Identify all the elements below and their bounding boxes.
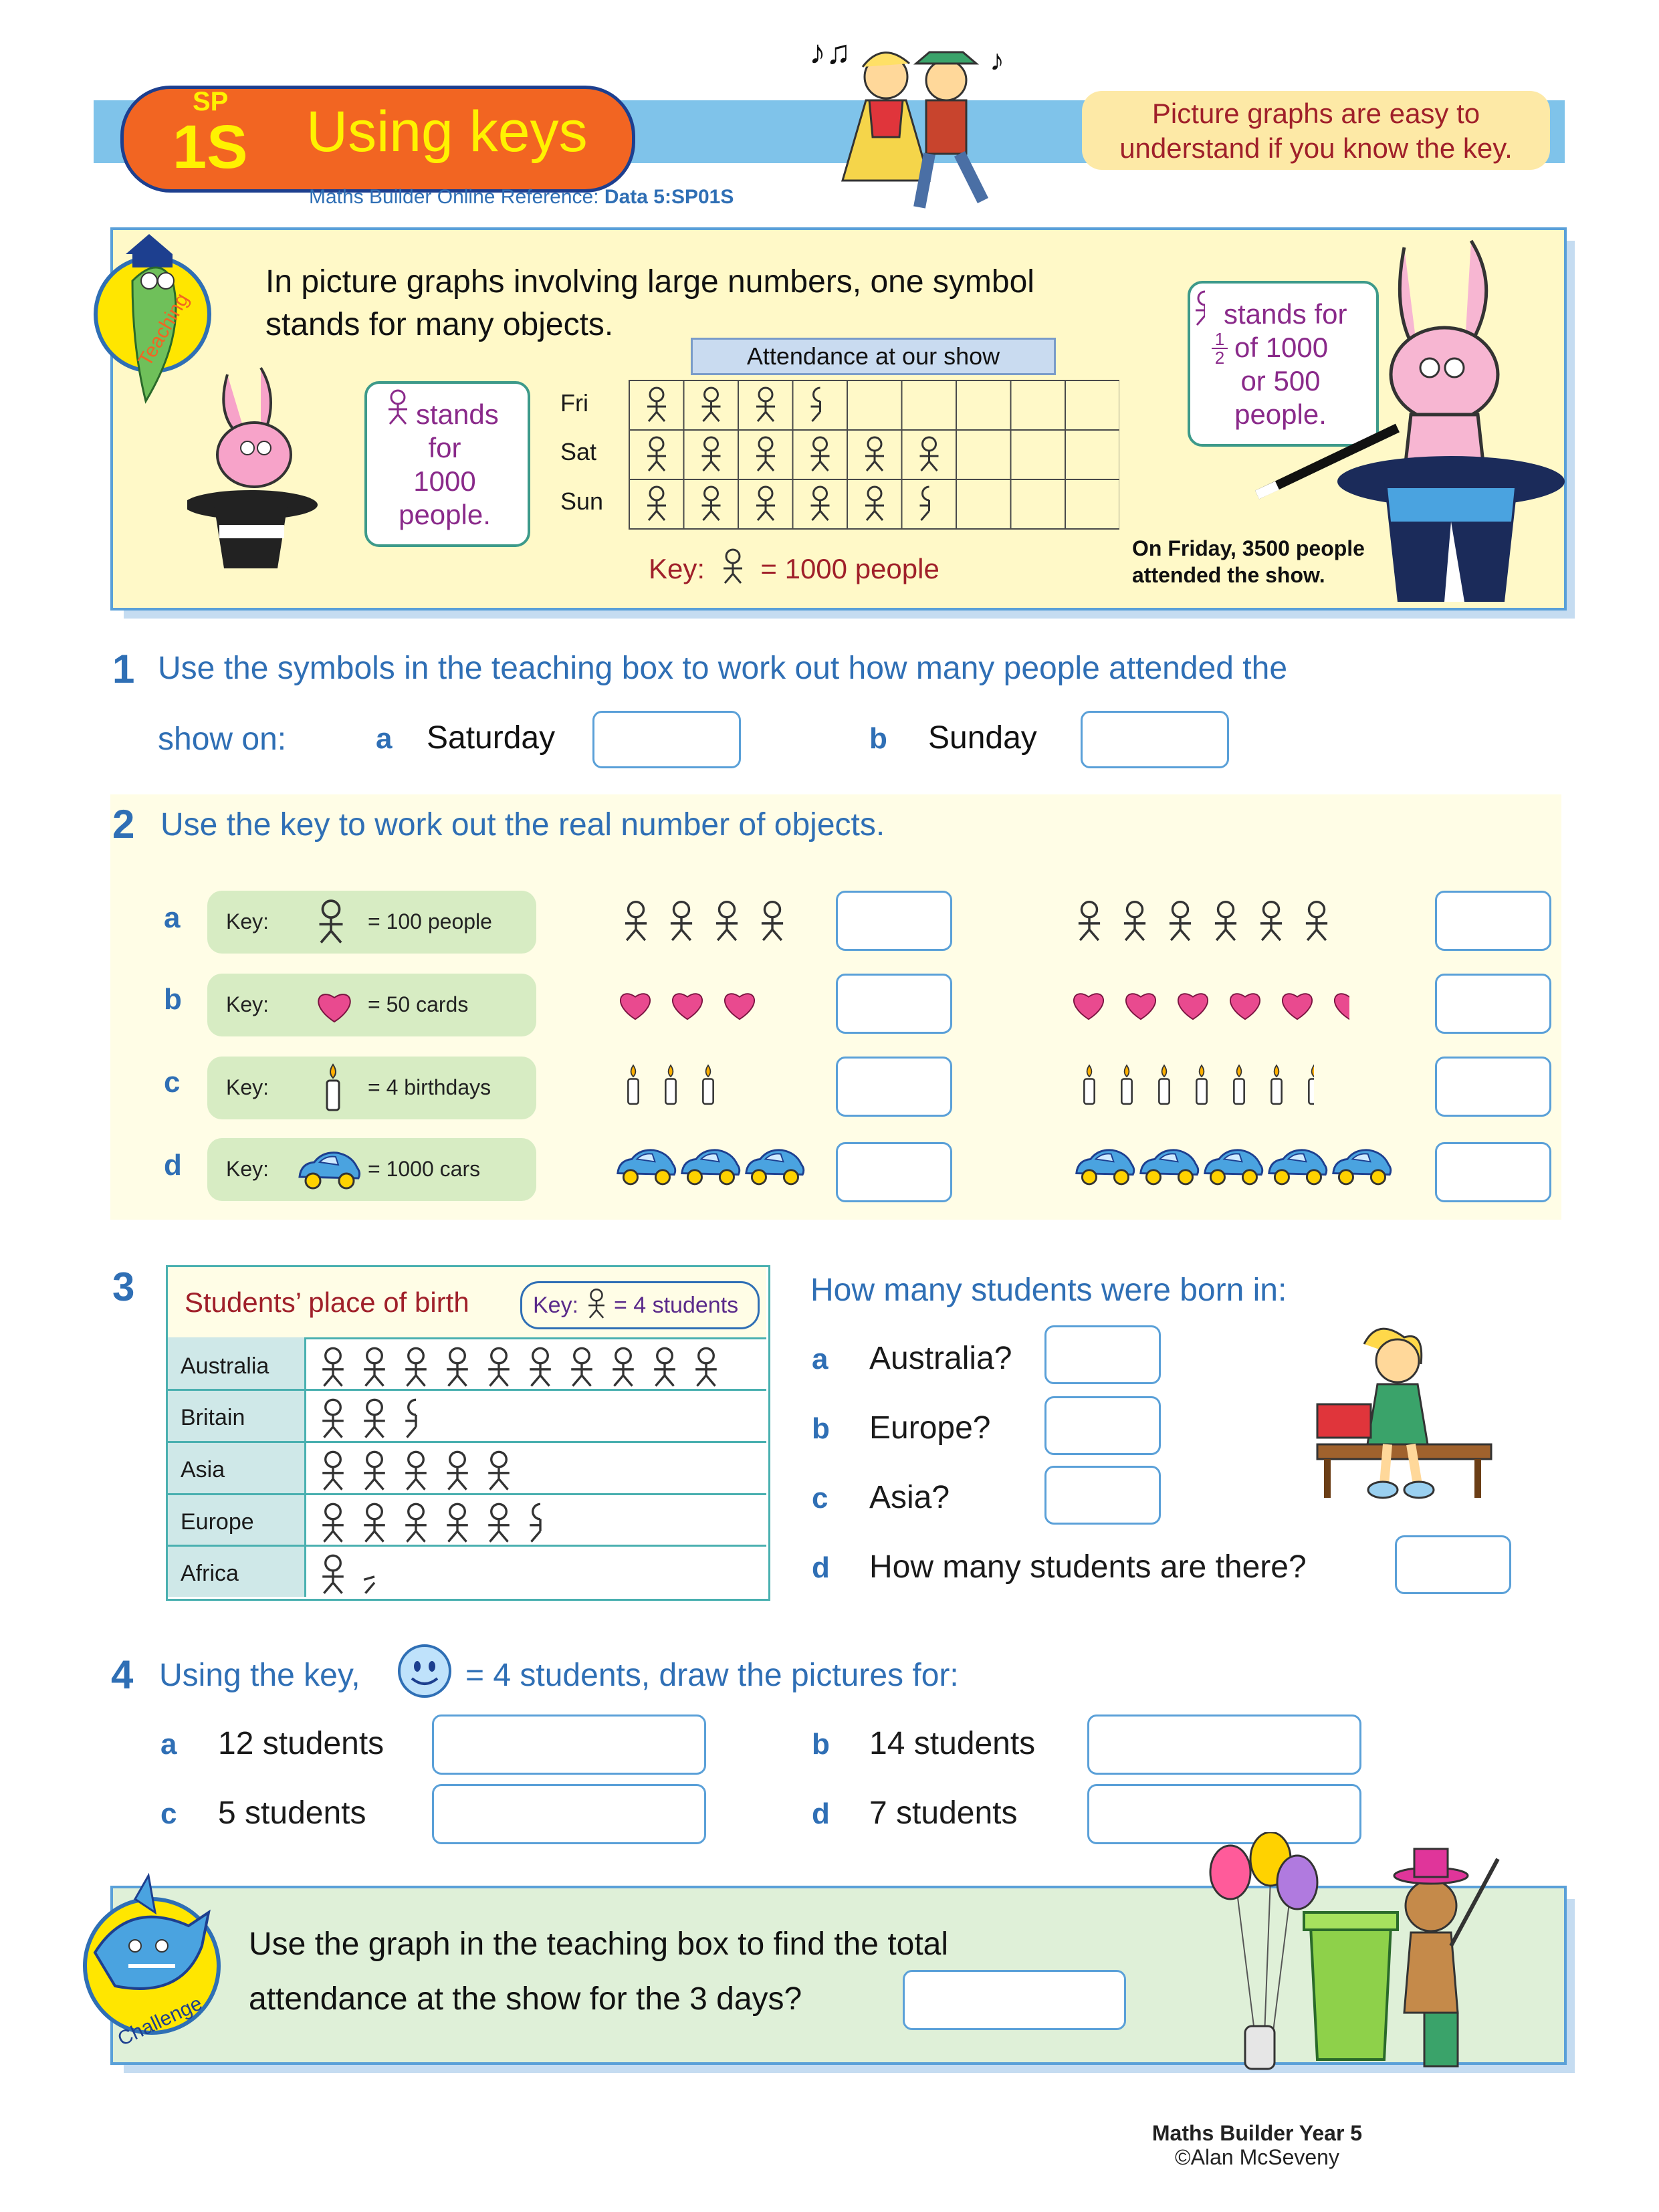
q1-b-answer-box[interactable] — [1081, 711, 1229, 768]
svg-text:♪♫: ♪♫ — [809, 33, 851, 71]
graph-cell — [1065, 430, 1119, 479]
fraction-numerator: 1 — [1212, 330, 1228, 349]
heart-icon — [721, 986, 758, 1022]
car-icon — [1265, 1145, 1329, 1188]
person-icon — [757, 900, 788, 943]
q4-b-text: 14 students — [869, 1726, 1036, 1761]
q3-number: 3 — [112, 1264, 135, 1309]
girl-on-bench-illustration — [1304, 1317, 1498, 1511]
day-fri: Fri — [560, 389, 588, 417]
heart-icon — [1122, 986, 1159, 1022]
person-icon — [441, 1450, 473, 1492]
q3-key-value: = 4 students — [613, 1293, 739, 1318]
q3-table-title: Students’ place of birth — [185, 1287, 469, 1318]
q3-australia-pictogram — [317, 1347, 722, 1388]
heart-icon — [669, 986, 706, 1022]
q2-c-right-answer-box[interactable] — [1435, 1057, 1551, 1117]
q3-key-person-icon — [585, 1287, 608, 1321]
person-icon — [621, 900, 651, 943]
person-icon — [1119, 900, 1150, 943]
heart-icon — [617, 986, 654, 1022]
q2-d-car-icon — [296, 1147, 362, 1192]
q2-a-key — [207, 891, 536, 954]
q3-place-africa: Africa — [181, 1561, 239, 1586]
q3-b-answer-box[interactable] — [1044, 1396, 1161, 1455]
bubble-left-person-icon — [384, 389, 411, 426]
candle-icon — [1228, 1061, 1250, 1109]
person-icon — [400, 1503, 432, 1544]
person-icon — [1256, 900, 1287, 943]
q2-a-person-icon — [314, 899, 348, 946]
q2-a-right-answer-box[interactable] — [1435, 891, 1551, 951]
q2-a-right-pictogram — [1074, 900, 1332, 943]
q2-c-left-answer-box[interactable] — [836, 1057, 952, 1117]
graph-cell — [1011, 380, 1066, 430]
q2-b-label: b — [164, 983, 182, 1016]
bubble-left-line2: for — [428, 432, 461, 463]
q3-asia-pictogram — [317, 1450, 515, 1492]
q3-a-answer-box[interactable] — [1044, 1325, 1161, 1384]
partial-candle-icon — [1303, 1061, 1314, 1109]
q3-c-answer-box[interactable] — [1044, 1466, 1161, 1525]
rabbit-in-hat-small — [187, 361, 321, 582]
bubble-right-line4: people. — [1234, 399, 1327, 430]
person-icon — [811, 437, 830, 471]
q3-row-divider-2 — [168, 1441, 766, 1443]
q4-a-label: a — [160, 1728, 177, 1761]
q3-europe-pictogram — [317, 1503, 556, 1544]
q2-b-heart-icon — [314, 986, 354, 1026]
smiley-face-icon — [396, 1642, 453, 1700]
q3-d-answer-box[interactable] — [1395, 1535, 1511, 1594]
person-icon — [483, 1347, 515, 1388]
candle-icon — [1115, 1061, 1138, 1109]
q2-a-label: a — [164, 901, 181, 934]
partial-person-icon — [400, 1398, 432, 1440]
q3-place-europe: Europe — [181, 1509, 254, 1535]
q2-d-key-value: = 1000 cars — [368, 1157, 481, 1181]
q2-b-left-answer-box[interactable] — [836, 974, 952, 1034]
candle-icon — [1265, 1061, 1288, 1109]
person-icon — [1301, 900, 1332, 943]
person-icon — [756, 388, 775, 421]
q1-a-label: a — [376, 722, 393, 755]
person-icon — [524, 1347, 556, 1388]
car-icon — [614, 1145, 678, 1188]
candle-icon — [697, 1061, 720, 1109]
q4-c-text: 5 students — [218, 1795, 366, 1831]
q4-b-label: b — [812, 1728, 830, 1761]
q3-c-label: c — [812, 1482, 828, 1515]
car-icon — [1329, 1145, 1394, 1188]
graph-cell — [1011, 479, 1066, 529]
q2-d-key — [207, 1138, 536, 1201]
q1-a-answer-box[interactable] — [592, 711, 741, 768]
person-icon — [666, 900, 697, 943]
person-icon — [358, 1503, 391, 1544]
person-icon — [647, 487, 666, 520]
person-icon — [649, 1347, 681, 1388]
q2-b-key-label: Key: — [226, 992, 269, 1016]
graph-cell — [1065, 380, 1119, 430]
car-icon — [1073, 1145, 1137, 1188]
heart-icon — [1279, 986, 1316, 1022]
q2-b-left-pictogram — [617, 986, 758, 1022]
bubble-right-line3: or 500 — [1240, 365, 1321, 397]
graph-cell — [902, 380, 957, 430]
candle-icon — [1153, 1061, 1176, 1109]
person-icon — [400, 1347, 432, 1388]
graph-cell — [1011, 430, 1066, 479]
q3-b-label: b — [812, 1412, 830, 1445]
graph-cell — [847, 380, 902, 430]
car-icon — [1137, 1145, 1201, 1188]
q4-a-text: 12 students — [218, 1726, 384, 1761]
person-icon — [647, 388, 666, 421]
day-sat: Sat — [560, 438, 597, 465]
person-icon — [647, 437, 666, 471]
q3-row-divider-4 — [168, 1545, 766, 1547]
challenge-badge — [75, 1872, 229, 2073]
q2-b-right-pictogram — [1070, 986, 1349, 1022]
day-sun: Sun — [560, 487, 604, 515]
q2-d-right-pictogram — [1073, 1145, 1394, 1188]
q2-d-key-label: Key: — [226, 1157, 269, 1181]
q3-d-text: How many students are there? — [869, 1549, 1307, 1585]
person-icon — [317, 1450, 349, 1492]
q2-c-left-pictogram — [622, 1061, 720, 1109]
q1-b-label: b — [869, 722, 887, 755]
challenge-line1: Use the graph in the teaching box to find the total — [249, 1926, 949, 1962]
q3-a-label: a — [812, 1343, 828, 1375]
graph-cell — [956, 430, 1011, 479]
person-icon — [1074, 900, 1105, 943]
q2-d-left-pictogram — [614, 1145, 806, 1188]
bubble-left-line4: people. — [399, 499, 491, 530]
q1-line2: show on: — [158, 722, 287, 757]
monkey-with-balloons-illustration — [1184, 1832, 1518, 2073]
reference-code: Data 5:SP01S — [604, 186, 734, 208]
q3-question: How many students were born in: — [810, 1273, 1287, 1308]
code-top: SP — [193, 87, 229, 116]
reference-label: Maths Builder Online Reference: — [309, 186, 599, 208]
person-icon — [317, 1347, 349, 1388]
q3-place-britain: Britain — [181, 1405, 245, 1430]
q3-d-label: d — [812, 1551, 830, 1584]
person-icon — [483, 1450, 515, 1492]
q2-c-right-pictogram — [1078, 1061, 1314, 1109]
teaching-intro-line1: In picture graphs involving large numbers, one symbol — [265, 264, 1034, 300]
q2-c-key-value: = 4 birthdays — [368, 1075, 491, 1099]
person-icon — [607, 1347, 639, 1388]
q4-text-after: = 4 students, draw the pictures for: — [465, 1658, 959, 1693]
q2-a-key-label: Key: — [226, 909, 269, 933]
q2-a-left-answer-box[interactable] — [836, 891, 952, 951]
q1-line1: Use the symbols in the teaching box to work out how many people attended the — [158, 651, 1288, 686]
dancing-couple-illustration — [789, 27, 1030, 221]
candle-icon — [622, 1061, 645, 1109]
person-icon — [317, 1398, 349, 1440]
teaching-key-value: = 1000 people — [760, 553, 939, 584]
person-icon — [1210, 900, 1241, 943]
q2-c-candle-icon — [320, 1062, 346, 1113]
person-icon — [441, 1347, 473, 1388]
half-person-icon — [811, 388, 820, 421]
candle-icon — [659, 1061, 682, 1109]
page-title: Using keys — [306, 100, 588, 164]
q3-africa-pictogram — [317, 1554, 391, 1595]
q2-c-label: c — [164, 1066, 181, 1099]
person-icon — [756, 487, 775, 520]
partial-heart-icon — [1331, 986, 1349, 1022]
person-icon — [1165, 900, 1196, 943]
graph-cell — [1065, 479, 1119, 529]
q2-b-key — [207, 974, 536, 1036]
q2-d-label: d — [164, 1149, 182, 1182]
q4-b-drawing-box[interactable] — [1087, 1715, 1361, 1775]
footer-author: ©Alan McSeveny — [1175, 2145, 1339, 2169]
q3-place-asia: Asia — [181, 1457, 225, 1482]
partial-person-icon — [524, 1503, 556, 1544]
person-icon — [317, 1503, 349, 1544]
heart-icon — [1070, 986, 1107, 1022]
fraction-denominator: 2 — [1214, 348, 1225, 368]
friday-note-line2: attended the show. — [1132, 563, 1325, 587]
friday-note-line1: On Friday, 3500 people — [1132, 536, 1365, 560]
q2-a-key-value: = 100 people — [368, 909, 492, 933]
svg-text:♪: ♪ — [990, 44, 1004, 77]
q3-a-text: Australia? — [869, 1341, 1012, 1376]
teaching-badge-text: Teaching — [134, 289, 194, 370]
person-icon — [865, 487, 884, 520]
bubble-right-line2: of 1000 — [1234, 332, 1329, 363]
q3-key-label: Key: — [533, 1293, 579, 1318]
q4-a-drawing-box[interactable] — [432, 1715, 706, 1775]
person-icon — [702, 437, 721, 471]
q3-britain-pictogram — [317, 1398, 432, 1440]
teaching-key — [649, 548, 939, 585]
car-icon — [742, 1145, 806, 1188]
q2-c-key-label: Key: — [226, 1075, 269, 1099]
candle-icon — [1078, 1061, 1101, 1109]
q2-c-key — [207, 1057, 536, 1119]
q2-b-right-answer-box[interactable] — [1435, 974, 1551, 1034]
person-icon — [483, 1503, 515, 1544]
half-fraction — [1212, 330, 1228, 366]
reference — [309, 186, 734, 209]
person-icon — [358, 1398, 391, 1440]
heart-icon — [1226, 986, 1264, 1022]
tip-line1: Picture graphs are easy to — [1151, 98, 1480, 129]
tip-line2: understand if you know the key. — [1119, 132, 1513, 164]
q2-a-left-pictogram — [621, 900, 788, 943]
half-person-icon — [920, 487, 929, 520]
q4-d-label: d — [812, 1797, 830, 1830]
car-icon — [678, 1145, 742, 1188]
heart-icon — [1174, 986, 1212, 1022]
person-icon — [358, 1450, 391, 1492]
q4-d-text: 7 students — [869, 1795, 1018, 1831]
person-icon — [756, 437, 775, 471]
q4-text-before: Using the key, — [159, 1658, 360, 1693]
teaching-intro-line2: stands for many objects. — [265, 307, 614, 342]
q3-c-text: Asia? — [869, 1480, 950, 1515]
car-icon — [1201, 1145, 1265, 1188]
teaching-key-label: Key: — [649, 553, 705, 584]
footer-book: Maths Builder Year 5 — [1151, 2121, 1363, 2145]
q1-a-text: Saturday — [427, 720, 556, 756]
person-icon — [811, 487, 830, 520]
q3-b-text: Europe? — [869, 1410, 991, 1446]
challenge-line2: attendance at the show for the 3 days? — [249, 1981, 802, 2017]
challenge-badge-text: Challenge — [114, 1992, 206, 2051]
q3-place-australia: Australia — [181, 1353, 269, 1379]
person-icon — [702, 487, 721, 520]
q2-d-left-answer-box[interactable] — [836, 1142, 952, 1202]
q1-number: 1 — [112, 647, 135, 691]
person-icon — [400, 1450, 432, 1492]
bubble-right-line1: stands for — [1224, 298, 1347, 330]
person-icon — [690, 1347, 722, 1388]
person-icon — [317, 1554, 349, 1595]
q4-c-label: c — [160, 1797, 177, 1830]
q2-b-key-value: = 50 cards — [368, 992, 469, 1016]
person-icon — [566, 1347, 598, 1388]
q3-key-box — [520, 1281, 760, 1329]
person-icon — [358, 1347, 391, 1388]
q4-number: 4 — [111, 1652, 134, 1697]
q4-c-drawing-box[interactable] — [432, 1784, 706, 1844]
code-bottom: 1S — [173, 113, 248, 181]
candle-icon — [1190, 1061, 1213, 1109]
q3-row-divider-1 — [168, 1389, 766, 1391]
graph-title: Attendance at our show — [691, 338, 1056, 375]
challenge-answer-box[interactable] — [903, 1970, 1126, 2030]
q2-text: Use the key to work out the real number of objects. — [160, 807, 885, 843]
graph-cell — [956, 479, 1011, 529]
person-icon — [920, 437, 939, 471]
person-icon — [711, 900, 742, 943]
attendance-graph — [629, 380, 1119, 530]
q3-row-divider-3 — [168, 1493, 766, 1495]
person-icon — [441, 1503, 473, 1544]
person-icon — [702, 388, 721, 421]
bubble-left-line1: stands — [416, 399, 499, 430]
bubble-right-half-person-icon — [1192, 290, 1205, 327]
partial-person-icon — [358, 1554, 391, 1595]
q2-d-right-answer-box[interactable] — [1435, 1142, 1551, 1202]
person-icon — [865, 437, 884, 471]
q1-b-text: Sunday — [928, 720, 1037, 756]
bubble-left-line3: 1000 — [413, 465, 476, 497]
teaching-key-person-icon — [720, 548, 746, 585]
q2-number: 2 — [112, 802, 135, 847]
graph-cell — [956, 380, 1011, 430]
